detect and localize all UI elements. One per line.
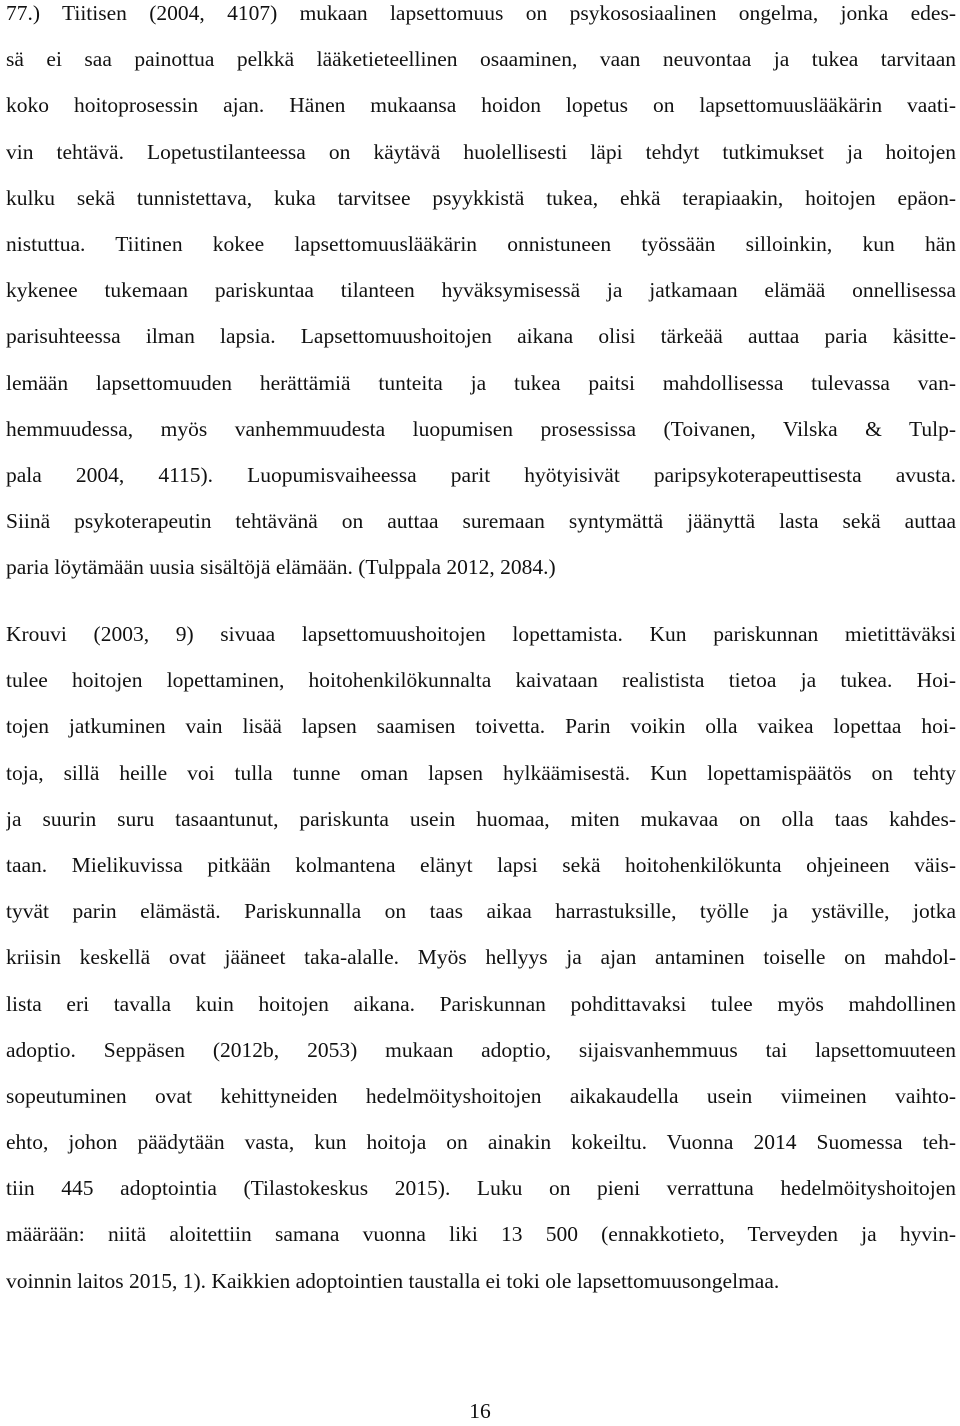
text-line: sä ei saa painottua pelkkä lääketieteellinen osaaminen, vaan neuvontaa ja tukea tarvitaan xyxy=(6,47,956,72)
text-line: sopeutuminen ovat kehittyneiden hedelmöityshoitojen aikakaudella usein viimeinen vaihto- xyxy=(6,1083,956,1108)
text-line: lemään lapsettomuuden herättämiä tunteita ja tukea paitsi mahdollisessa tulevassa van- xyxy=(6,370,956,395)
text-line: voinnin laitos 2015, 1). Kaikkien adoptointien taustalla ei toki ole lapsettomuusongelmaa. xyxy=(6,1268,780,1293)
text-line: ehto, johon päädytään vasta, kun hoitoja on ainakin kokeiltu. Vuonna 2014 Suomessa teh- xyxy=(6,1130,956,1155)
text-line: pala 2004, 4115). Luopumisvaiheessa parit hyötyisivät paripsykoterapeuttisesta avusta. xyxy=(6,462,956,487)
text-line: toja, sillä heille voi tulla tunne oman lapsen hylkäämisestä. Kun lopettamispäätös on tehty xyxy=(6,760,956,785)
text-line: paria löytämään uusia sisältöjä elämään. (Tulppala 2012, 2084.) xyxy=(6,555,556,580)
text-line: 77.) Tiitisen (2004, 4107) mukaan lapsettomuus on psykososiaalinen ongelma, jonka edes- xyxy=(6,1,956,25)
text-line: nistuttua. Tiitinen kokee lapsettomuuslääkärin onnistuneen työssään silloinkin, kun hän xyxy=(6,231,956,256)
text-line: vin tehtävä. Lopetustilanteessa on käytävä huolellisesti läpi tehdyt tutkimukset ja hoitojen xyxy=(6,139,956,164)
text-line: tyvät parin elämästä. Pariskunnalla on taas aikaa harrastuksille, työlle ja ystäville, jotka xyxy=(6,899,956,924)
text-line: parisuhteessa ilman lapsia. Lapsettomuushoitojen aikana olisi tärkeää auttaa paria käsitte- xyxy=(6,324,956,349)
text-line: määrään: niitä aloitettiin samana vuonna liki 13 500 (ennakkotieto, Terveyden ja hyvin- xyxy=(6,1222,956,1247)
text-line: ja suurin suru tasaantunut, pariskunta usein huomaa, miten mukavaa on olla taas kahdes- xyxy=(6,806,956,831)
text-line: taan. Mielikuvissa pitkään kolmantena elänyt lapsi sekä hoitohenkilökunta ohjeineen väis- xyxy=(6,852,956,877)
paragraph-2 xyxy=(6,611,956,1304)
text-line: tojen jatkuminen vain lisää lapsen saamisen toivetta. Parin voikin olla vaikea lopettaa hoi- xyxy=(6,714,956,739)
text-line: tiin 445 adoptointia (Tilastokeskus 2015). Luku on pieni verrattuna hedelmöityshoitojen xyxy=(6,1176,956,1201)
text-line: kriisin keskellä ovat jääneet taka-alalle. Myös hellyys ja ajan antaminen toiselle on mahdol- xyxy=(6,945,956,970)
text-line: adoptio. Seppäsen (2012b, 2053) mukaan adoptio, sijaisvanhemmuus tai lapsettomuuteen xyxy=(6,1037,956,1062)
text-line: lista eri tavalla kuin hoitojen aikana. Pariskunnan pohdittavaksi tulee myös mahdollinen xyxy=(6,991,956,1016)
text-line: Krouvi (2003, 9) sivuaa lapsettomuushoitojen lopettamista. Kun pariskunnan mietittäväksi xyxy=(6,622,956,646)
page-number: 16 xyxy=(469,1399,491,1423)
text-line: kulku sekä tunnistettava, kuka tarvitsee psyykkistä tukea, ehkä terapiaakin, hoitojen epäon- xyxy=(6,185,956,210)
text-line: Siinä psykoterapeutin tehtävänä on auttaa suremaan syntymättä jäänyttä lasta sekä auttaa xyxy=(6,509,956,534)
paragraph-1 xyxy=(6,0,956,590)
text-line: tulee hoitojen lopettaminen, hoitohenkilökunnalta kaivataan realistista tietoa ja tukea. Hoi- xyxy=(6,668,956,693)
text-line: koko hoitoprosessin ajan. Hänen mukaansa hoidon lopetus on lapsettomuuslääkärin vaati- xyxy=(6,93,956,118)
text-line: hemmuudessa, myös vanhemmuudesta luopumisen prosessissa (Toivanen, Vilska & Tulp- xyxy=(6,416,956,441)
text-line: kykenee tukemaan pariskuntaa tilanteen hyväksymisessä ja jatkamaan elämää onnellisessa xyxy=(6,278,956,303)
